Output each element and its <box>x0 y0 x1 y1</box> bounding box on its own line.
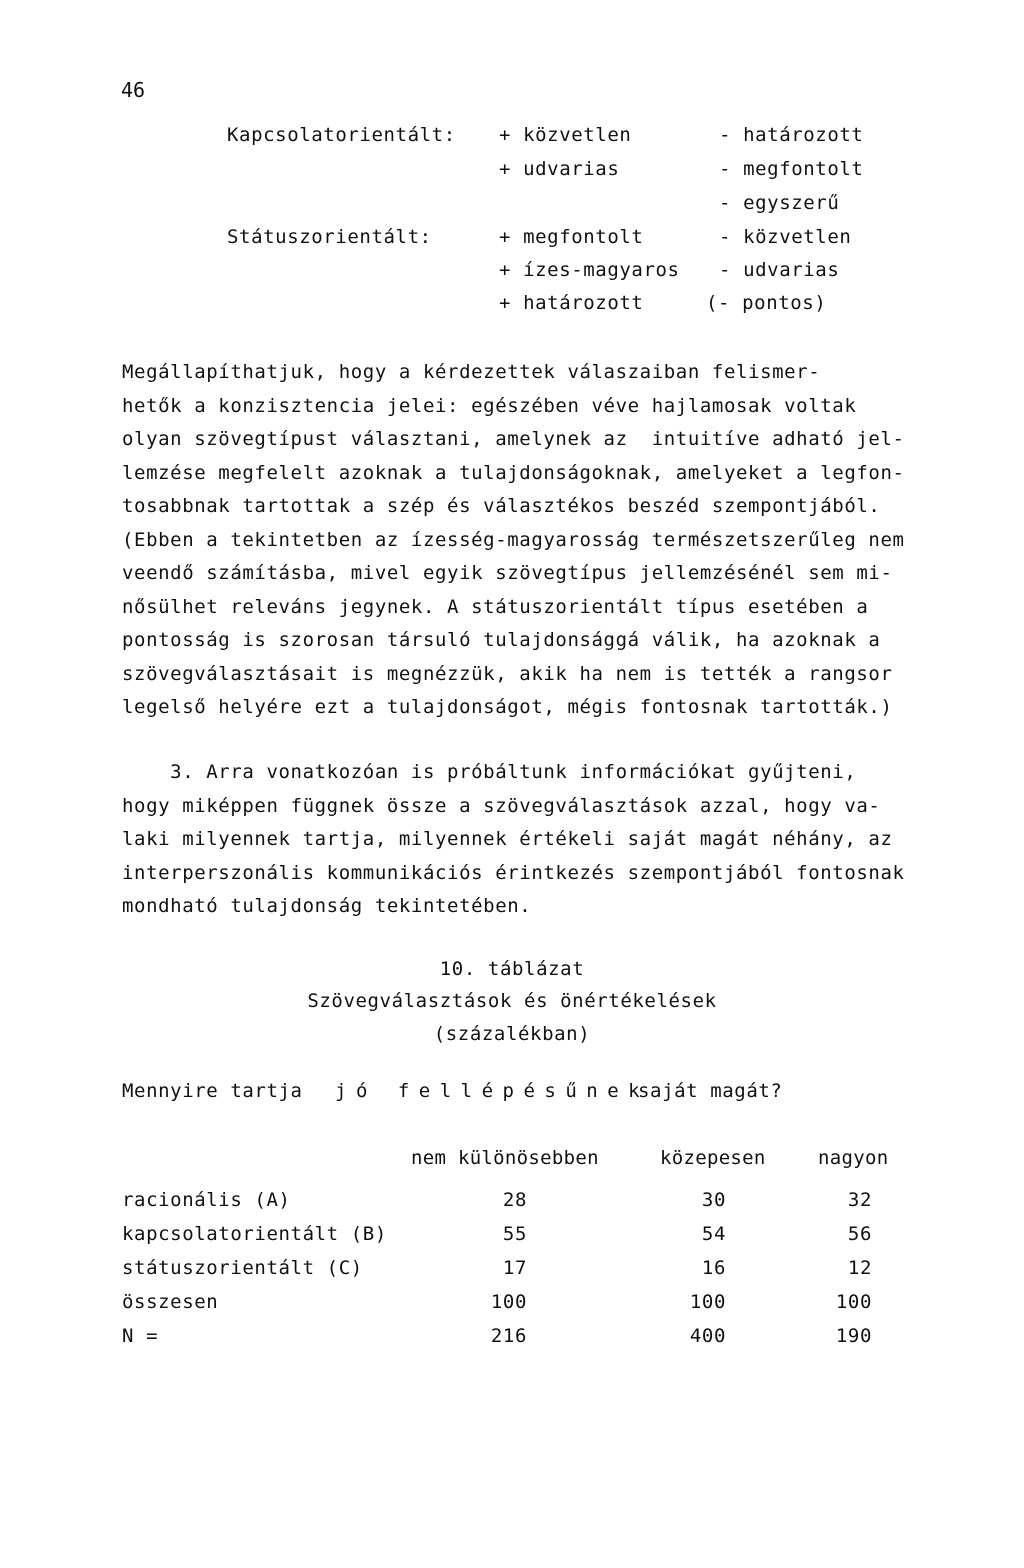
text-line: laki milyennek tartja, milyennek értékeli saját magát néhány, az <box>122 828 893 850</box>
statusz-minus-item: (- pontos) <box>706 292 827 314</box>
table-cell: 100 <box>490 1291 527 1313</box>
kapcsolat-label: Kapcsolatorientált: <box>227 124 456 146</box>
text-line: nősülhet releváns jegynek. A státuszorientált típus esetében a <box>122 595 869 618</box>
row-label: összesen <box>122 1291 219 1313</box>
question-emphasis: jó fellépésűnek <box>335 1080 650 1102</box>
statusz-label: Státuszorientált: <box>227 226 432 248</box>
kapcsolat-plus-item: + közvetlen <box>499 124 632 146</box>
kapcsolat-plus-item: + udvarias <box>499 158 620 180</box>
text-line: lemzése megfelelt azoknak a tulajdonságoknak, amelyeket a legfon- <box>122 461 905 484</box>
table-cell: 12 <box>847 1257 872 1279</box>
table-title: Szövegválasztások és önértékelések <box>307 990 717 1012</box>
table-cell: 16 <box>701 1257 726 1279</box>
paragraph-conclusion <box>122 356 982 725</box>
text-line: hogy miképpen függnek össze a szövegválasztások azzal, hogy va- <box>122 794 881 817</box>
kapcsolat-minus-item: - megfontolt <box>719 158 864 180</box>
table-cell: 28 <box>502 1189 527 1211</box>
kapcsolat-minus-item: - egyszerű <box>719 192 840 214</box>
text-line: legelső helyére ezt a tulajdonságot, mégis fontosnak tartották.) <box>122 696 893 718</box>
table-number: 10. táblázat <box>439 958 585 980</box>
table-subtitle: (százalékban) <box>433 1023 591 1045</box>
table-cell: 400 <box>689 1325 726 1347</box>
row-label: racionális (A) <box>122 1189 291 1211</box>
table-cell: 216 <box>490 1325 527 1347</box>
table-cell: 190 <box>835 1325 872 1347</box>
row-label: kapcsolatorientált (B) <box>122 1223 387 1245</box>
text-line: szövegválasztásait is megnézzük, akik ha nem is tették a rangsor <box>122 662 893 685</box>
statusz-plus-item: + határozott <box>499 292 644 314</box>
column-header: közepesen <box>660 1147 766 1169</box>
text-line: pontosság is szorosan társuló tulajdonsággá válik, ha azoknak a <box>122 629 881 651</box>
table-cell: 30 <box>701 1189 726 1211</box>
statusz-minus-item: - udvarias <box>719 259 840 281</box>
page-number: 46 <box>121 78 146 102</box>
question-prefix: Mennyire tartja <box>122 1080 303 1102</box>
kapcsolat-minus-item: - határozott <box>719 124 864 146</box>
table-cell: 17 <box>502 1257 527 1279</box>
text-line: hetők a konzisztencia jelei: egészében véve hajlamosak voltak <box>122 394 857 417</box>
table-cell: 100 <box>689 1291 726 1313</box>
column-header: nem különösebben <box>411 1147 599 1169</box>
table-cell: 54 <box>701 1223 726 1245</box>
text-line: interperszonális kommunikációs érintkezés szempontjából fontosnak <box>122 861 905 884</box>
text-line: Megállapíthatjuk, hogy a kérdezettek válaszaiban felismer- <box>122 361 821 383</box>
text-line: tosabbnak tartottak a szép és választékos beszéd szempontjából. <box>122 495 881 517</box>
statusz-plus-item: + ízes-magyaros <box>499 259 680 281</box>
statusz-minus-item: - közvetlen <box>719 226 852 248</box>
question-suffix: saját magát? <box>638 1080 783 1102</box>
text-line: 3. Arra vonatkozóan is próbáltunk információkat gyűjteni, <box>122 761 857 783</box>
statusz-plus-item: + megfontolt <box>499 226 644 248</box>
table-cell: 56 <box>847 1223 872 1245</box>
table-cell: 100 <box>835 1291 872 1313</box>
text-line: veendő számításba, mivel egyik szövegtípus jellemzésénél sem mi- <box>122 562 893 584</box>
paragraph-section-3 <box>122 756 982 924</box>
table-cell: 32 <box>847 1189 872 1211</box>
row-label: státuszorientált (C) <box>122 1257 363 1279</box>
text-line: mondható tulajdonság tekintetében. <box>122 895 532 917</box>
table-cell: 55 <box>502 1223 527 1245</box>
row-label: N = <box>122 1325 159 1347</box>
text-line: olyan szövegtípust választani, amelynek az intuitíve adható jel- <box>122 428 905 450</box>
text-line: (Ebben a tekintetben az ízesség-magyarosság természetszerűleg nem <box>122 528 905 551</box>
column-header: nagyon <box>818 1147 889 1169</box>
